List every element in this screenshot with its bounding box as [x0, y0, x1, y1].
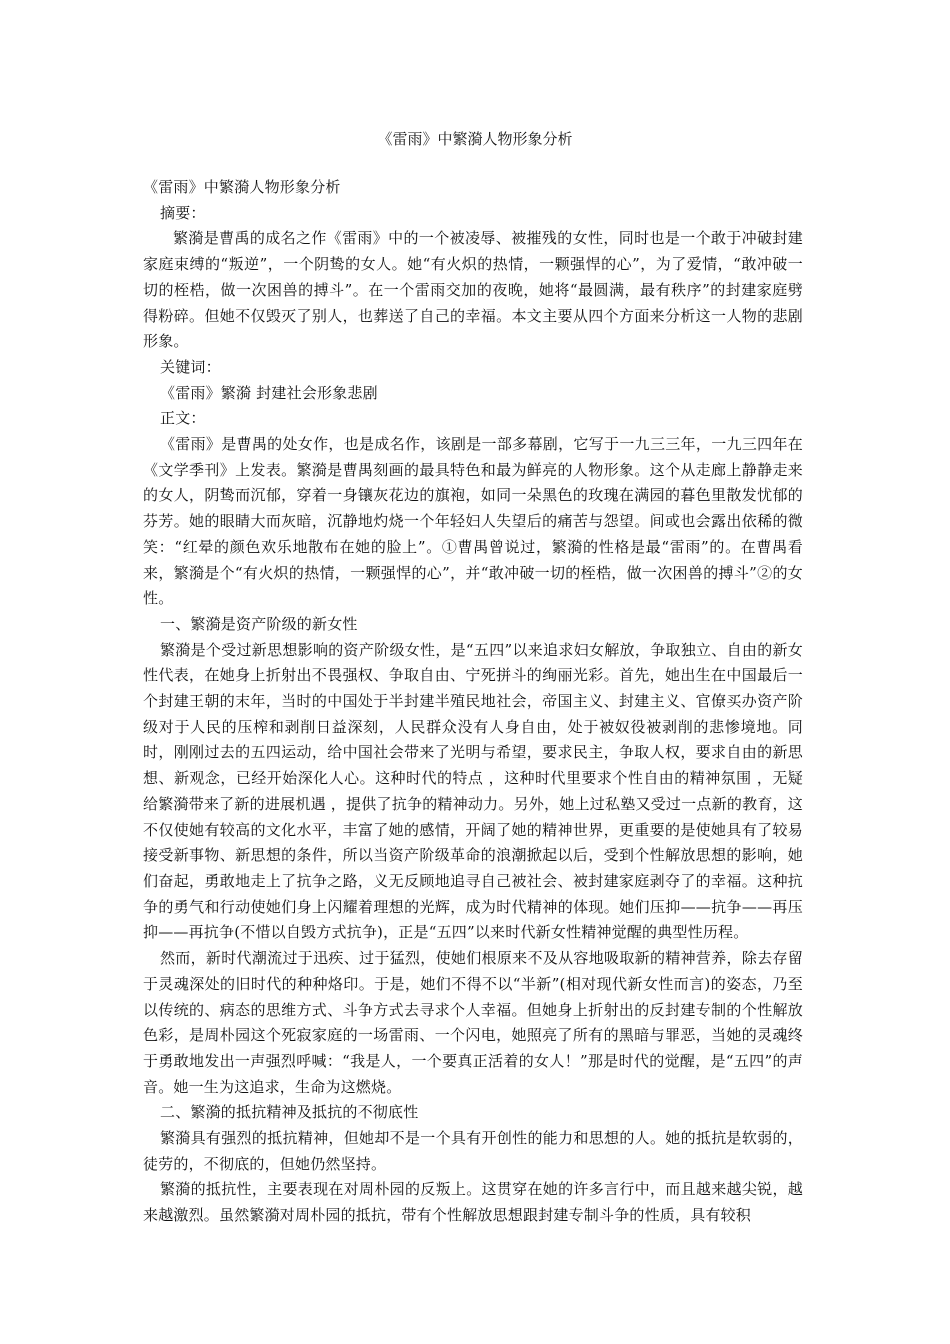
- abstract-label: 摘要：: [160, 203, 206, 222]
- section-2-paragraph-2: 繁漪的抵抗性，主要表现在对周朴园的反叛上。这贯穿在她的许多言行中，而且越来越尖锐，越来越激烈。虽然繁漪对周朴园的抵抗，带有个性解放思想跟封建专制斗争的性质，具有较积: [143, 1180, 803, 1225]
- intro-paragraph: 《雷雨》是曹禺的处女作，也是成名作，该剧是一部多幕剧，它写于一九三三年，一九三四年在《文学季刊》上发表。繁漪是曹禺刻画的最具特色和最为鲜亮的人物形象。这个从走廊上静静走来的女人，阴鸷而沉郁，穿着一身镶灰花边的旗袍，如同一朵黑色的玫瑰在满园的暮色里散发忧郁的芬芳。她的眼睛大而灰暗，沉静地灼烧一个年轻妇人失望后的痛苦与怨望。间或也会露出依稀的微笑：“红晕的颜色欢乐地散布在她的脸上”。①曹禺曾说过，繁漪的性格是最“雷雨”的。在曹禺看来，繁漪是个“有火炽的热情，一颗强悍的心”，并“敢冲破一切的桎梏，做一次困兽的搏斗”②的女性。: [143, 435, 803, 608]
- main-text-label: 正文：: [160, 409, 206, 428]
- section-2-paragraph-1: 繁漪具有强烈的抵抗精神，但她却不是一个具有开创性的能力和思想的人。她的抵抗是软弱的，徒劳的，不彻底的，但她仍然坚持。: [143, 1129, 803, 1173]
- document-title: 《雷雨》中繁漪人物形象分析: [377, 130, 573, 148]
- section-1-paragraph-1: 繁漪是个受过新思想影响的资产阶级女性，是“五四”以来追求妇女解放，争取独立、自由的新女性代表，在她身上折射出不畏强权、争取自由、宁死拼斗的绚丽光彩。首先，她出生在中国最后一个封建王朝的末年，当时的中国处于半封建半殖民地社会，帝国主义、封建主义、官僚买办资产阶级对于人民的压榨和剥削日益深刻，人民群众没有人身自由，处于被奴役被剥削的悲惨境地。同时，刚刚过去的五四运动，给中国社会带来了光明与希望，要求民主，争取人权，要求自由的新思想、新观念，已经开始深化人心。这种时代的特点 ，这种时代里要求个性自由的精神氛围 ，无疑给繁漪带来了新的进展机遇 ，提供了抗争的精神动力。另外，她上过私塾又受过一点新的教育，这不仅使她有较高的文化水平，丰富了她的感情，开阔了她的精神世界，更重要的是使她具有了较易接受新事物、新思想的条件，所以当资产阶级革命的浪潮掀起以后，受到个性解放思想的影响，她们奋起，勇敢地走上了抗争之路，义无反顾地追寻自己被社会、被封建家庭剥夺了的幸福。这种抗争的勇气和行动使她们身上闪耀着理想的光辉，成为时代精神的体现。她们压抑——抗争——再压抑——再抗争(不惜以自毁方式抗争)，正是“五四”以来时代新女性精神觉醒的典型性历程。: [143, 640, 803, 942]
- body-heading: 《雷雨》中繁漪人物形象分析: [143, 178, 341, 196]
- section-1-paragraph-2: 然而，新时代潮流过于迅疾、过于猛烈，使她们根原来不及从容地吸取新的精神营养，除去存留于灵魂深处的旧时代的种种烙印。于是，她们不得不以“半新”(相对现代新女性而言)的姿态，乃至以传统的、病态的思维方式、斗争方式去寻求个人幸福。但她身上折射出的反封建专制的个性解放色彩，是周朴园这个死寂家庭的一场雷雨、一个闪电，她照亮了所有的黑暗与罪恶，当她的灵魂终于勇敢地发出一声强烈呼喊：“我是人，一个要真正活着的女人！”那是时代的觉醒，是“五四”的声音。她一生为这追求，生命为这燃烧。: [143, 949, 803, 1096]
- abstract-paragraph: 繁漪是曹禹的成名之作《雷雨》中的一个被凌辱、被摧残的女性，同时也是一个敢于冲破封建家庭束缚的“叛逆”，一个阴鸷的女人。她“有火炽的热情，一颗强悍的心”，为了爱情，“敢冲破一切的桎梏，做一次困兽的搏斗”。在一个雷雨交加的夜晚，她将“最圆满，最有秩序”的封建家庭劈得粉碎。但她不仅毁灭了别人，也葬送了自己的幸福。本文主要从四个方面来分析这一人物的悲剧形象。: [143, 229, 803, 351]
- keywords-label: 关键词：: [160, 357, 221, 376]
- keywords-text: 《雷雨》繁漪 封建社会形象悲剧: [160, 383, 378, 402]
- document-body: [143, 175, 803, 1229]
- section-heading-1: 一、繁漪是资产阶级的新女性: [160, 614, 358, 633]
- section-heading-2: 二、繁漪的抵抗精神及抵抗的不彻底性: [160, 1103, 419, 1122]
